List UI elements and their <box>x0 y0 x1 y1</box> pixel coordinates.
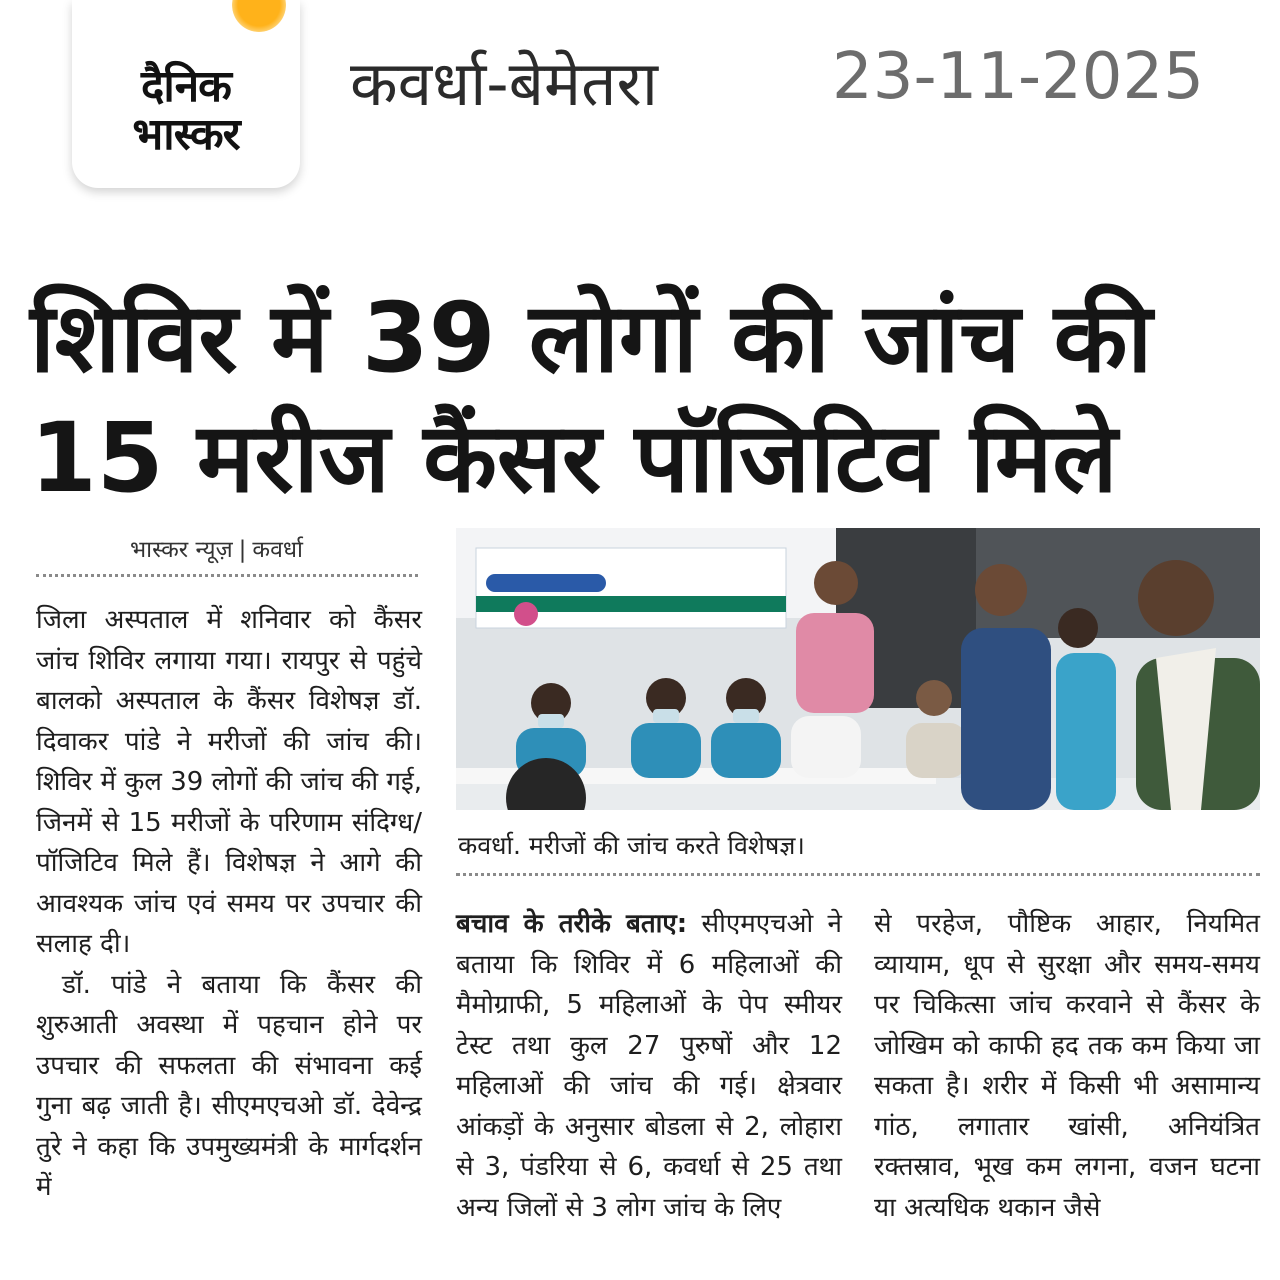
article-paragraph-2: डॉ. पांडे ने बताया कि कैंसर की शुरुआती अवस्था में पहचान होने पर उपचार की सफलता की संभावना कई गुना बढ़ जाती है। सीएमएचओ डॉ. देवेन्द्र तुरे ने कहा कि उपमुख्यमंत्री के मार्गदर्शन में <box>36 969 422 1202</box>
article-column-2 <box>456 904 842 1228</box>
newspaper-logo <box>72 0 300 188</box>
byline-separator: | <box>238 537 247 563</box>
article-column-1 <box>36 600 422 1208</box>
article-subhead: बचाव के तरीके बताए: <box>456 909 688 939</box>
byline-place: कवर्धा <box>252 537 303 563</box>
article-photo <box>456 528 1260 810</box>
headline-line-2: 15 मरीज कैंसर पॉजिटिव मिले <box>30 402 1118 514</box>
article-column-3 <box>874 904 1260 1228</box>
caption-divider <box>456 873 1260 876</box>
sun-icon <box>232 0 286 32</box>
byline-divider <box>36 574 418 577</box>
headline <box>30 278 1270 518</box>
byline-source: भास्कर न्यूज़ <box>130 537 233 563</box>
byline <box>130 532 303 564</box>
article-paragraph-3-text: सीएमएचओ ने बताया कि शिविर में 6 महिलाओं की मैमोग्राफी, 5 महिलाओं के पेप स्मीयर टेस्ट तथा कुल 27 पुरुषों और 12 महिलाओं की जांच की गई। क्षेत्रवार आंकड़ों के अनुसार बोडला से 2, लोहारा से 3, पंडरिया से 6, कवर्धा से 25 तथा अन्य जिलों से 3 लोग जांच के लिए <box>456 909 842 1223</box>
photo-caption: कवर्धा. मरीजों की जांच करते विशेषज्ञ। <box>458 831 805 860</box>
publication-date: 23-11-2025 <box>832 40 1204 114</box>
logo-line-2: भास्कर <box>132 109 240 160</box>
headline-line-1: शिविर में 39 लोगों की जांच की <box>30 282 1153 394</box>
article-paragraph-4: से परहेज, पौष्टिक आहार, नियमित व्यायाम, धूप से सुरक्षा और समय-समय पर चिकित्सा जांच करवाने से कैंसर के जोखिम को काफी हद तक कम किया जा सकता है। शरीर में किसी भी असामान्य गांठ, लगातार खांसी, अनियंत्रित रक्तस्राव, भूख कम लगना, वजन घटना या अत्यधिक थकान जैसे <box>874 909 1260 1223</box>
logo-line-1: दैनिक <box>141 61 231 112</box>
article-paragraph-3 <box>456 904 842 1228</box>
article-paragraph-1: जिला अस्पताल में शनिवार को कैंसर जांच शिविर लगाया गया। रायपुर से पहुंचे बालको अस्पताल के कैंसर विशेषज्ञ डॉ. दिवाकर पांडे ने मरीजों की जांच की। शिविर में कुल 39 लोगों की जांच की गई, जिनमें से 15 मरीजों के परिणाम संदिग्ध/पॉजिटिव मिले हैं। विशेषज्ञ ने आगे की आवश्यक जांच एवं समय पर उपचार की सलाह दी। <box>36 605 422 959</box>
edition-name: कवर्धा-बेमेतरा <box>350 47 658 120</box>
